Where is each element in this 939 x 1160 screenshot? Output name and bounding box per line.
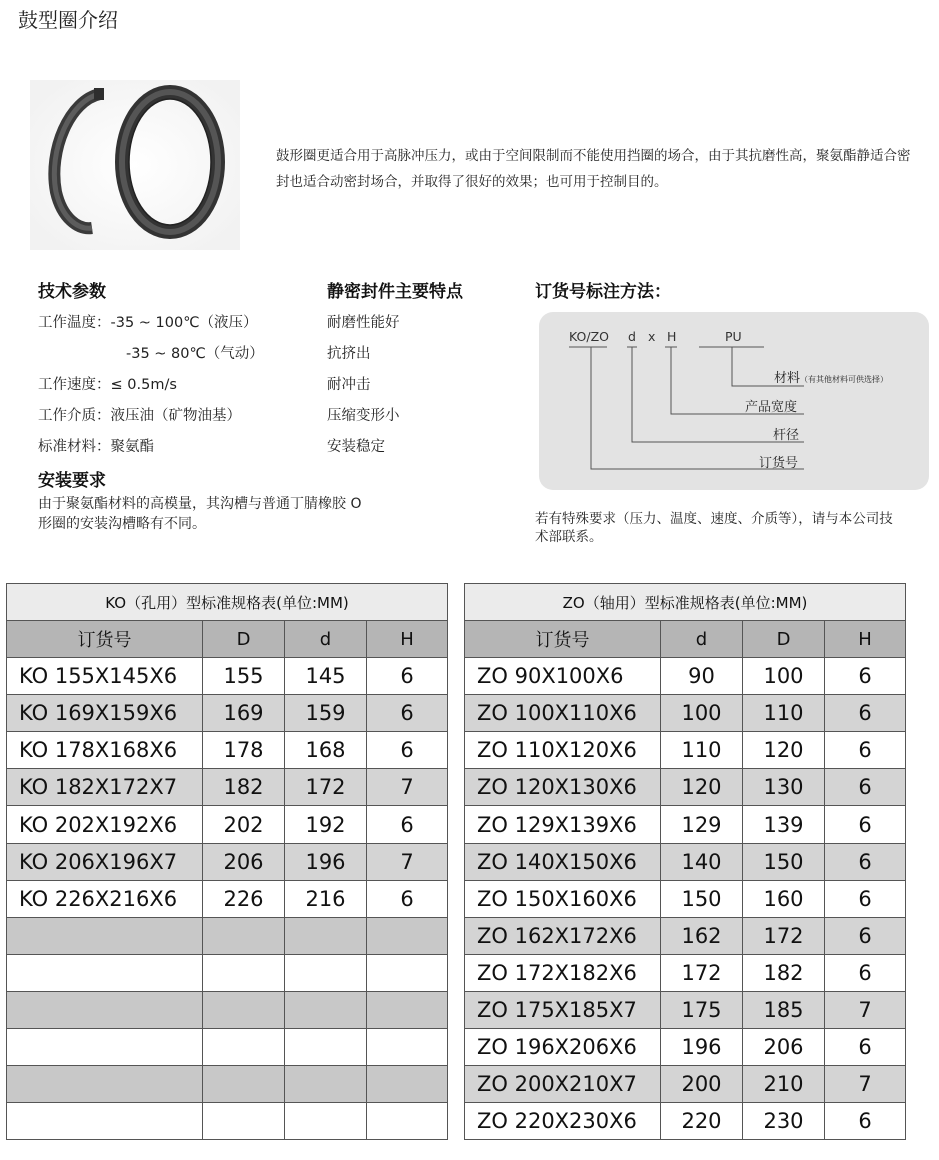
table-cell: 6 [825, 917, 906, 954]
feature-item: 安装稳定 [327, 439, 385, 455]
table-cell: 196 [661, 1029, 743, 1066]
table-cell [367, 954, 448, 991]
table-cell [285, 954, 367, 991]
code-part-x: x [648, 329, 656, 344]
zo-header-cell: D [743, 621, 825, 658]
feature-item: 抗挤出 [327, 346, 371, 362]
table-cell [367, 991, 448, 1028]
table-cell: 202 [203, 806, 285, 843]
table-cell: 6 [367, 658, 448, 695]
code-part-type: KO/ZO [569, 329, 609, 344]
install-title: 安装要求 [38, 471, 106, 491]
table-cell: 172 [743, 917, 825, 954]
table-cell: 7 [367, 843, 448, 880]
table-cell: 140 [661, 843, 743, 880]
table-cell: 155 [203, 658, 285, 695]
table-cell [203, 954, 285, 991]
table-row [7, 769, 448, 806]
order-title: 订货号标注方法： [535, 282, 671, 302]
table-cell: ZO 150X160X6 [465, 880, 661, 917]
table-cell: 6 [367, 732, 448, 769]
table-row [465, 843, 906, 880]
table-row [7, 732, 448, 769]
table-cell: 6 [367, 806, 448, 843]
table-row [7, 695, 448, 732]
empty-table-row [7, 1103, 448, 1140]
table-cell: ZO 175X185X7 [465, 991, 661, 1028]
table-cell: 172 [661, 954, 743, 991]
table-cell [203, 1103, 285, 1140]
table-cell: 139 [743, 806, 825, 843]
feature-item: 压缩变形小 [327, 408, 400, 424]
table-cell: 210 [743, 1066, 825, 1103]
material-note: （有其他材料可供选择） [800, 375, 889, 384]
table-cell: 120 [743, 732, 825, 769]
ko-header-cell: H [367, 621, 448, 658]
table-cell: 182 [743, 954, 825, 991]
table-cell: 6 [825, 658, 906, 695]
table-cell: 100 [661, 695, 743, 732]
table-cell: 6 [825, 1103, 906, 1140]
table-cell [203, 1066, 285, 1103]
table-cell: 206 [203, 843, 285, 880]
table-cell [285, 1066, 367, 1103]
table-cell: KO 206X196X7 [7, 843, 203, 880]
table-cell: 6 [825, 695, 906, 732]
table-cell [285, 917, 367, 954]
zo-spec-table [464, 583, 906, 1140]
zo-header-cell: H [825, 621, 906, 658]
table-cell: 220 [661, 1103, 743, 1140]
ko-title-row [7, 584, 448, 621]
spec-line: 工作速度：≤ 0.5m/s [38, 377, 177, 393]
ko-header-row [7, 621, 448, 658]
table-row [465, 769, 906, 806]
table-row [465, 1029, 906, 1066]
order-no-label: 订货号 [759, 456, 799, 471]
table-cell: ZO 120X130X6 [465, 769, 661, 806]
table-cell [367, 1066, 448, 1103]
table-cell: 120 [661, 769, 743, 806]
empty-table-row [7, 1066, 448, 1103]
table-cell: 6 [825, 843, 906, 880]
code-part-h: H [667, 329, 677, 344]
table-cell: 6 [367, 880, 448, 917]
table-cell: 162 [661, 917, 743, 954]
table-row [465, 1103, 906, 1140]
table-cell [285, 1103, 367, 1140]
table-cell: 6 [825, 1029, 906, 1066]
table-cell: 196 [285, 843, 367, 880]
table-cell [203, 1029, 285, 1066]
drum-seal-ring-image [30, 80, 240, 250]
table-cell: 6 [825, 769, 906, 806]
table-cell: 6 [825, 954, 906, 991]
table-cell: ZO 110X120X6 [465, 732, 661, 769]
spec-line: 标准材料：聚氨酯 [38, 439, 154, 455]
table-cell: KO 226X216X6 [7, 880, 203, 917]
table-cell: 110 [743, 695, 825, 732]
table-cell: 200 [661, 1066, 743, 1103]
table-row [465, 732, 906, 769]
table-row [7, 843, 448, 880]
table-cell [367, 1103, 448, 1140]
table-cell: 182 [203, 769, 285, 806]
zo-header-row [465, 621, 906, 658]
table-cell: 169 [203, 695, 285, 732]
feature-item: 耐磨性能好 [327, 315, 400, 331]
table-cell: 7 [825, 1066, 906, 1103]
table-cell: 216 [285, 880, 367, 917]
table-cell: ZO 129X139X6 [465, 806, 661, 843]
table-cell: 150 [743, 843, 825, 880]
material-label-text: 材料 [774, 371, 801, 386]
table-row [465, 806, 906, 843]
table-cell: ZO 196X206X6 [465, 1029, 661, 1066]
table-cell [7, 954, 203, 991]
table-cell: ZO 90X100X6 [465, 658, 661, 695]
table-cell: 130 [743, 769, 825, 806]
empty-table-row [7, 991, 448, 1028]
ko-header-cell: 订货号 [7, 621, 203, 658]
table-cell: 7 [825, 991, 906, 1028]
install-text: 由于聚氨酯材料的高模量，其沟槽与普通丁腈橡胶 O 形圈的安装沟槽略有不同。 [38, 496, 362, 532]
table-cell: 206 [743, 1029, 825, 1066]
table-cell: 6 [825, 806, 906, 843]
table-cell [203, 917, 285, 954]
table-cell: KO 182X172X7 [7, 769, 203, 806]
table-row [465, 1066, 906, 1103]
empty-table-row [7, 917, 448, 954]
table-cell: 175 [661, 991, 743, 1028]
code-part-d: d [628, 329, 636, 344]
table-cell [7, 1029, 203, 1066]
table-cell: KO 155X145X6 [7, 658, 203, 695]
table-cell: KO 178X168X6 [7, 732, 203, 769]
table-cell: ZO 200X210X7 [465, 1066, 661, 1103]
table-cell: 172 [285, 769, 367, 806]
order-code-diagram [539, 312, 929, 490]
table-cell: ZO 220X230X6 [465, 1103, 661, 1140]
tech-params-title: 技术参数 [38, 282, 106, 302]
table-cell: 159 [285, 695, 367, 732]
zo-table-title: ZO（轴用）型标准规格表(单位:MM) [465, 584, 906, 621]
ko-table-title: KO（孔用）型标准规格表(单位:MM) [7, 584, 448, 621]
table-cell: 178 [203, 732, 285, 769]
table-cell [7, 917, 203, 954]
table-cell: 6 [825, 732, 906, 769]
material-label [774, 367, 888, 386]
ko-spec-table [6, 583, 448, 1140]
ko-header-cell: d [285, 621, 367, 658]
empty-table-row [7, 1029, 448, 1066]
table-cell: ZO 140X150X6 [465, 843, 661, 880]
zo-header-cell: d [661, 621, 743, 658]
table-cell [367, 917, 448, 954]
code-part-pu: PU [725, 329, 742, 344]
spec-line: 工作介质：液压油（矿物油基） [38, 408, 241, 424]
table-cell: 150 [661, 880, 743, 917]
table-cell: KO 202X192X6 [7, 806, 203, 843]
table-cell [7, 991, 203, 1028]
table-row [465, 917, 906, 954]
zo-title-row [465, 584, 906, 621]
table-cell: ZO 100X110X6 [465, 695, 661, 732]
table-cell: 168 [285, 732, 367, 769]
table-cell: 90 [661, 658, 743, 695]
table-row [465, 880, 906, 917]
table-cell: 230 [743, 1103, 825, 1140]
table-cell [7, 1103, 203, 1140]
empty-table-row [7, 954, 448, 991]
table-cell: ZO 162X172X6 [465, 917, 661, 954]
table-row [7, 806, 448, 843]
rod-label: 杆径 [773, 428, 800, 443]
table-cell: 160 [743, 880, 825, 917]
table-cell: 226 [203, 880, 285, 917]
table-cell: 6 [825, 880, 906, 917]
table-row [7, 880, 448, 917]
spec-line: 工作温度：-35 ~ 100℃（液压） [38, 315, 258, 331]
table-cell: 100 [743, 658, 825, 695]
features-title: 静密封件主要特点 [327, 282, 463, 302]
ko-header-cell: D [203, 621, 285, 658]
width-label: 产品宽度 [745, 400, 798, 415]
table-cell [285, 991, 367, 1028]
table-cell: 129 [661, 806, 743, 843]
zo-header-cell: 订货号 [465, 621, 661, 658]
table-row [465, 658, 906, 695]
intro-text: 鼓形圈更适合用于高脉冲压力，或由于空间限制而不能使用挡圈的场合，由于其抗磨性高，聚氨酯静适合密封也适合动密封场合，并取得了很好的效果；也可用于控制目的。 [276, 148, 911, 190]
table-cell: 192 [285, 806, 367, 843]
table-cell: 6 [367, 695, 448, 732]
spec-line: -35 ~ 80℃（气动） [126, 346, 264, 362]
table-row [7, 658, 448, 695]
feature-item: 耐冲击 [327, 377, 371, 393]
table-row [465, 695, 906, 732]
table-row [465, 954, 906, 991]
table-cell [367, 1029, 448, 1066]
special-requirement-note: 若有特殊要求（压力、温度、速度、介质等），请与本公司技术部联系。 [535, 511, 893, 545]
table-row [465, 991, 906, 1028]
table-cell: 7 [367, 769, 448, 806]
table-cell [285, 1029, 367, 1066]
table-cell: KO 169X159X6 [7, 695, 203, 732]
table-cell: 110 [661, 732, 743, 769]
table-cell [7, 1066, 203, 1103]
page-title: 鼓型圈介绍 [18, 8, 118, 32]
table-cell [203, 991, 285, 1028]
table-cell: 145 [285, 658, 367, 695]
table-cell: ZO 172X182X6 [465, 954, 661, 991]
table-cell: 185 [743, 991, 825, 1028]
